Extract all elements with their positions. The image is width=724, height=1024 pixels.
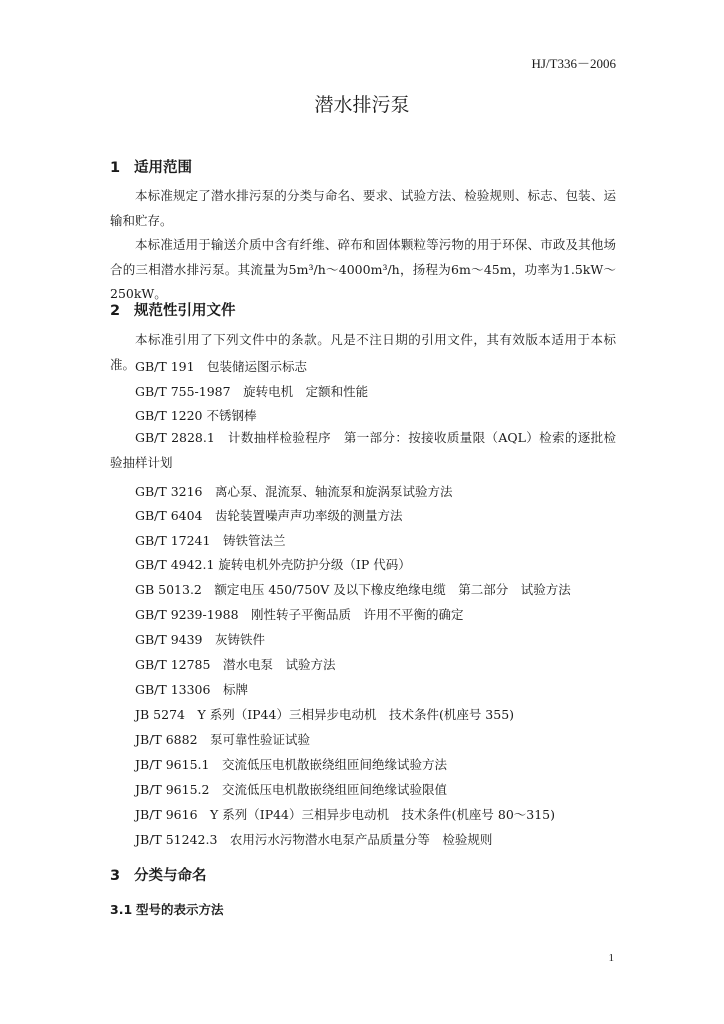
reference-item: GB/T 13306 标牌 xyxy=(135,682,248,697)
section-number: 2 xyxy=(110,303,121,319)
references-intro: 本标准引用了下列文件中的条款。凡是不注日期的引用文件，其有效版本适用于本标准。 xyxy=(110,332,616,372)
reference-item: GB 5013.2 额定电压 450/750V 及以下橡皮绝缘电缆 第二部分 试验方法 xyxy=(135,582,571,597)
section-number: 3 xyxy=(110,868,121,884)
document-code: HJ/T336－2006 xyxy=(531,56,616,71)
reference-item: GB/T 191 包装储运图示标志 xyxy=(135,359,308,374)
subsection-title: 型号的表示方法 xyxy=(136,902,224,917)
reference-item: GB/T 6404 齿轮装置噪声声功率级的测量方法 xyxy=(135,508,403,523)
reference-item: GB/T 755-1987 旋转电机 定额和性能 xyxy=(135,384,369,399)
section-title: 规范性引用文件 xyxy=(134,303,236,319)
reference-item: GB/T 1220 不锈钢棒 xyxy=(135,408,257,423)
section-heading-1 xyxy=(110,156,192,177)
section-heading-3 xyxy=(110,864,207,885)
page-title: 潜水排污泵 xyxy=(314,94,410,116)
reference-item: GB/T 17241 铸铁管法兰 xyxy=(135,533,286,548)
page-number: 1 xyxy=(608,952,614,964)
reference-item: JB/T 51242.3 农用污水污物潜水电泵产品质量分等 检验规则 xyxy=(135,832,493,847)
scope-paragraph-1: 本标准规定了潜水排污泵的分类与命名、要求、试验方法、检验规则、标志、包装、运输和贮存。 xyxy=(110,188,616,228)
reference-item: GB/T 3216 离心泵、混流泵、轴流泵和旋涡泵试验方法 xyxy=(135,484,453,499)
reference-item: GB/T 2828.1 计数抽样检验程序 第一部分：按接收质量限（AQL）检索的逐批检验抽样计划 xyxy=(110,430,616,470)
reference-item: GB/T 4942.1 旋转电机外壳防护分级（IP 代码） xyxy=(135,557,411,572)
reference-item: GB/T 9239-1988 刚性转子平衡品质 许用不平衡的确定 xyxy=(135,607,464,622)
section-heading-2 xyxy=(110,299,236,320)
scope-paragraph-2: 本标准适用于输送介质中含有纤维、碎布和固体颗粒等污物的用于环保、市政及其他场合的三相潜水排污泵。其流量为5m³/h～4000m³/h，扬程为6m～45m，功率为1.5kW～250kW。 xyxy=(110,237,616,301)
reference-item: GB/T 12785 潜水电泵 试验方法 xyxy=(135,657,336,672)
reference-item: JB/T 6882 泵可靠性验证试验 xyxy=(135,732,311,747)
reference-item: JB 5274 Y 系列（IP44）三相异步电动机 技术条件(机座号 355) xyxy=(135,707,515,722)
section-title: 适用范围 xyxy=(134,160,192,176)
subsection-heading xyxy=(110,900,224,918)
subsection-number: 3.1 xyxy=(110,902,133,917)
reference-item: JB/T 9615.1 交流低压电机散嵌绕组匝间绝缘试验方法 xyxy=(135,757,447,772)
section-title: 分类与命名 xyxy=(134,868,207,884)
reference-item: JB/T 9616 Y 系列（IP44）三相异步电动机 技术条件(机座号 80～315) xyxy=(135,807,556,822)
section-number: 1 xyxy=(110,160,121,176)
reference-item: GB/T 9439 灰铸铁件 xyxy=(135,632,266,647)
reference-item: JB/T 9615.2 交流低压电机散嵌绕组匝间绝缘试验限值 xyxy=(135,782,447,797)
